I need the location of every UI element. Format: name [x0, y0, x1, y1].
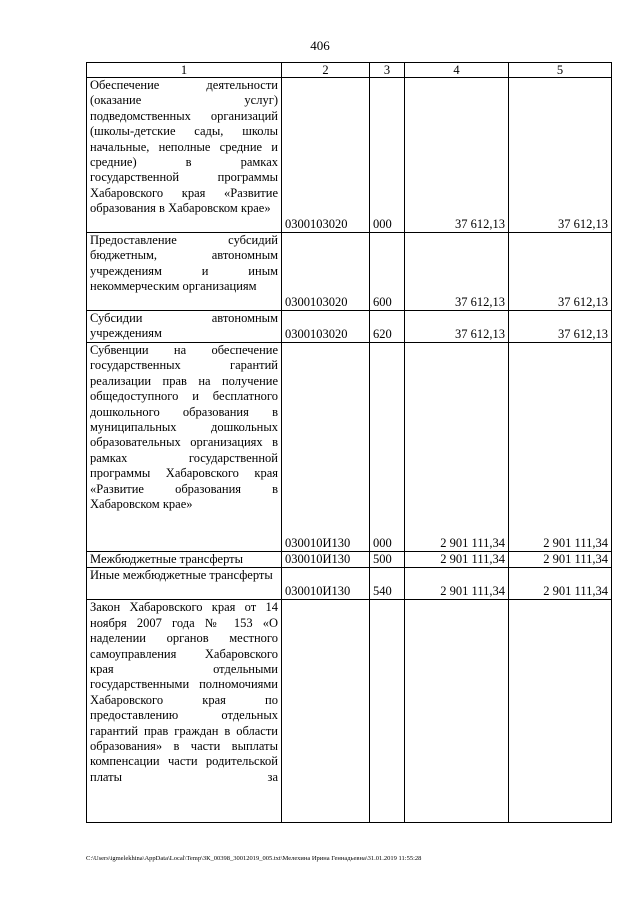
- column-header: 2: [282, 63, 370, 78]
- row-sum-1: 37 612,13: [405, 78, 509, 233]
- row-sum-2: 37 612,13: [509, 78, 612, 233]
- table-header-row: [87, 63, 612, 78]
- table-row: [87, 311, 612, 343]
- row-sum-2: 37 612,13: [509, 311, 612, 343]
- row-sum-1: 37 612,13: [405, 233, 509, 311]
- row-expense-type: 000: [370, 78, 405, 233]
- row-sum-1: 37 612,13: [405, 311, 509, 343]
- row-name: Иные межбюджетные трансферты: [87, 568, 282, 600]
- row-code: 030010И130: [282, 568, 370, 600]
- row-name: Закон Хабаровского края от 14 ноября 2007 года № 153 «О наделении органов местного самоуправления Хабаровского края отдельными государственными полномочиями Хабаровского края по предоставлению отдельных гарантий прав граждан в области образования» в части выплаты компенсации части родительской платы за: [87, 600, 282, 823]
- row-code: 030010И130: [282, 552, 370, 568]
- row-code: 0300103020: [282, 78, 370, 233]
- row-name: Обеспечение деятельности (оказание услуг) подведомственных организаций (школы-детские сады, школы начальные, неполные средние и средние) в рамках государственной программы Хабаровского края «Развитие образования в Хабаровском крае»: [87, 78, 282, 233]
- row-code: 030010И130: [282, 343, 370, 552]
- column-header: 3: [370, 63, 405, 78]
- row-expense-type: 540: [370, 568, 405, 600]
- row-expense-type: 500: [370, 552, 405, 568]
- row-code: 0300103020: [282, 311, 370, 343]
- row-name: Предоставление субсидий бюджетным, автономным учреждениям и иным некоммерческим организациям: [87, 233, 282, 311]
- table-row: [87, 233, 612, 311]
- row-expense-type: 000: [370, 343, 405, 552]
- row-name: Субсидии автономным учреждениям: [87, 311, 282, 343]
- row-sum-2: 2 901 111,34: [509, 552, 612, 568]
- table-row: [87, 568, 612, 600]
- row-expense-type: 620: [370, 311, 405, 343]
- row-name: Субвенции на обеспечение государственных гарантий реализации прав на получение общедоступного и бесплатного дошкольного образования в муниципальных дошкольных образовательных организациях в рамках государственной программы Хабаровского края «Развитие образования в Хабаровском крае»: [87, 343, 282, 552]
- table-row: [87, 78, 612, 233]
- page-number: 406: [310, 38, 330, 53]
- row-code: [282, 600, 370, 823]
- table-row: [87, 600, 612, 823]
- row-sum-2: 2 901 111,34: [509, 568, 612, 600]
- row-code: 0300103020: [282, 233, 370, 311]
- column-header: 5: [509, 63, 612, 78]
- row-sum-2: 2 901 111,34: [509, 343, 612, 552]
- budget-table: [86, 62, 612, 823]
- table-row: [87, 343, 612, 552]
- table-row: [87, 552, 612, 568]
- row-sum-1: [405, 600, 509, 823]
- row-name: Межбюджетные трансферты: [87, 552, 282, 568]
- row-expense-type: 600: [370, 233, 405, 311]
- row-sum-1: 2 901 111,34: [405, 343, 509, 552]
- column-header: 1: [87, 63, 282, 78]
- column-header: 4: [405, 63, 509, 78]
- document-path-footer: C:\Users\igmelekhina\AppData\Local\Temp\ЗК_00398_30012019_005.txt\Мелехина Ирина Геннадьевна\31.01.2019 11:55:28: [86, 855, 422, 862]
- row-sum-1: 2 901 111,34: [405, 568, 509, 600]
- row-expense-type: [370, 600, 405, 823]
- row-sum-2: [509, 600, 612, 823]
- row-sum-1: 2 901 111,34: [405, 552, 509, 568]
- row-sum-2: 37 612,13: [509, 233, 612, 311]
